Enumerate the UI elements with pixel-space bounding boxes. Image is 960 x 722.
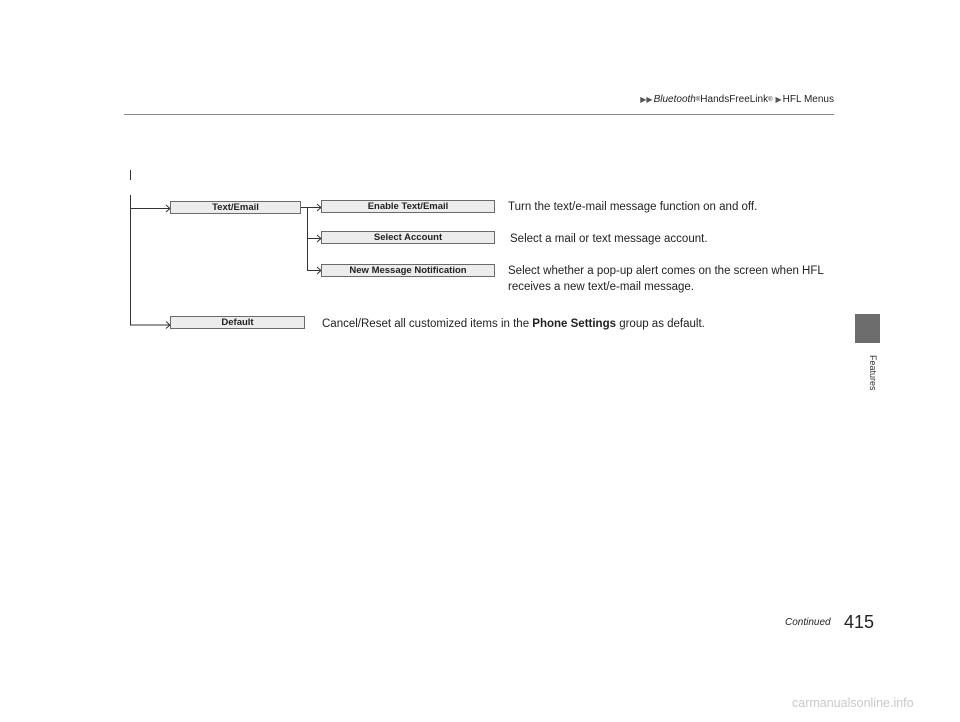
menu-item-text-email: Text/Email [170, 201, 301, 214]
breadcrumb-arrow-icon: ▶▶ [640, 95, 653, 104]
breadcrumb: ▶▶ Bluetooth ® HandsFreeLink ® ▶ HFL Menus [640, 94, 834, 105]
breadcrumb-handsfreelink: HandsFreeLink [700, 94, 769, 105]
phone-settings-term: Phone Settings [532, 318, 616, 330]
description-line: Select whether a pop-up alert comes on the screen when HFL [508, 265, 824, 277]
description-new-message-notification [508, 263, 824, 295]
menu-item-enable-text-email: Enable Text/Email [321, 200, 495, 213]
menu-item-default: Default [170, 316, 305, 329]
breadcrumb-arrow-icon: ▶ [775, 95, 782, 104]
breadcrumb-hfl-menus: HFL Menus [782, 94, 834, 105]
watermark: carmanualsonline.info [792, 696, 914, 710]
menu-item-select-account: Select Account [321, 231, 495, 244]
description-default [322, 316, 705, 332]
description-enable-text-email: Turn the text/e-mail message function on and off. [508, 201, 758, 213]
description-text: Cancel/Reset all customized items in the [322, 318, 533, 330]
menu-item-new-message-notification: New Message Notification [321, 264, 495, 277]
description-select-account: Select a mail or text message account. [510, 233, 708, 245]
page-number: 415 [844, 612, 875, 632]
description-line: receives a new text/e-mail message. [508, 281, 694, 293]
description-text: group as default. [616, 318, 705, 330]
breadcrumb-bluetooth: Bluetooth [653, 94, 696, 105]
section-tab-label: Features [868, 355, 878, 391]
continued-label: Continued [785, 617, 831, 628]
